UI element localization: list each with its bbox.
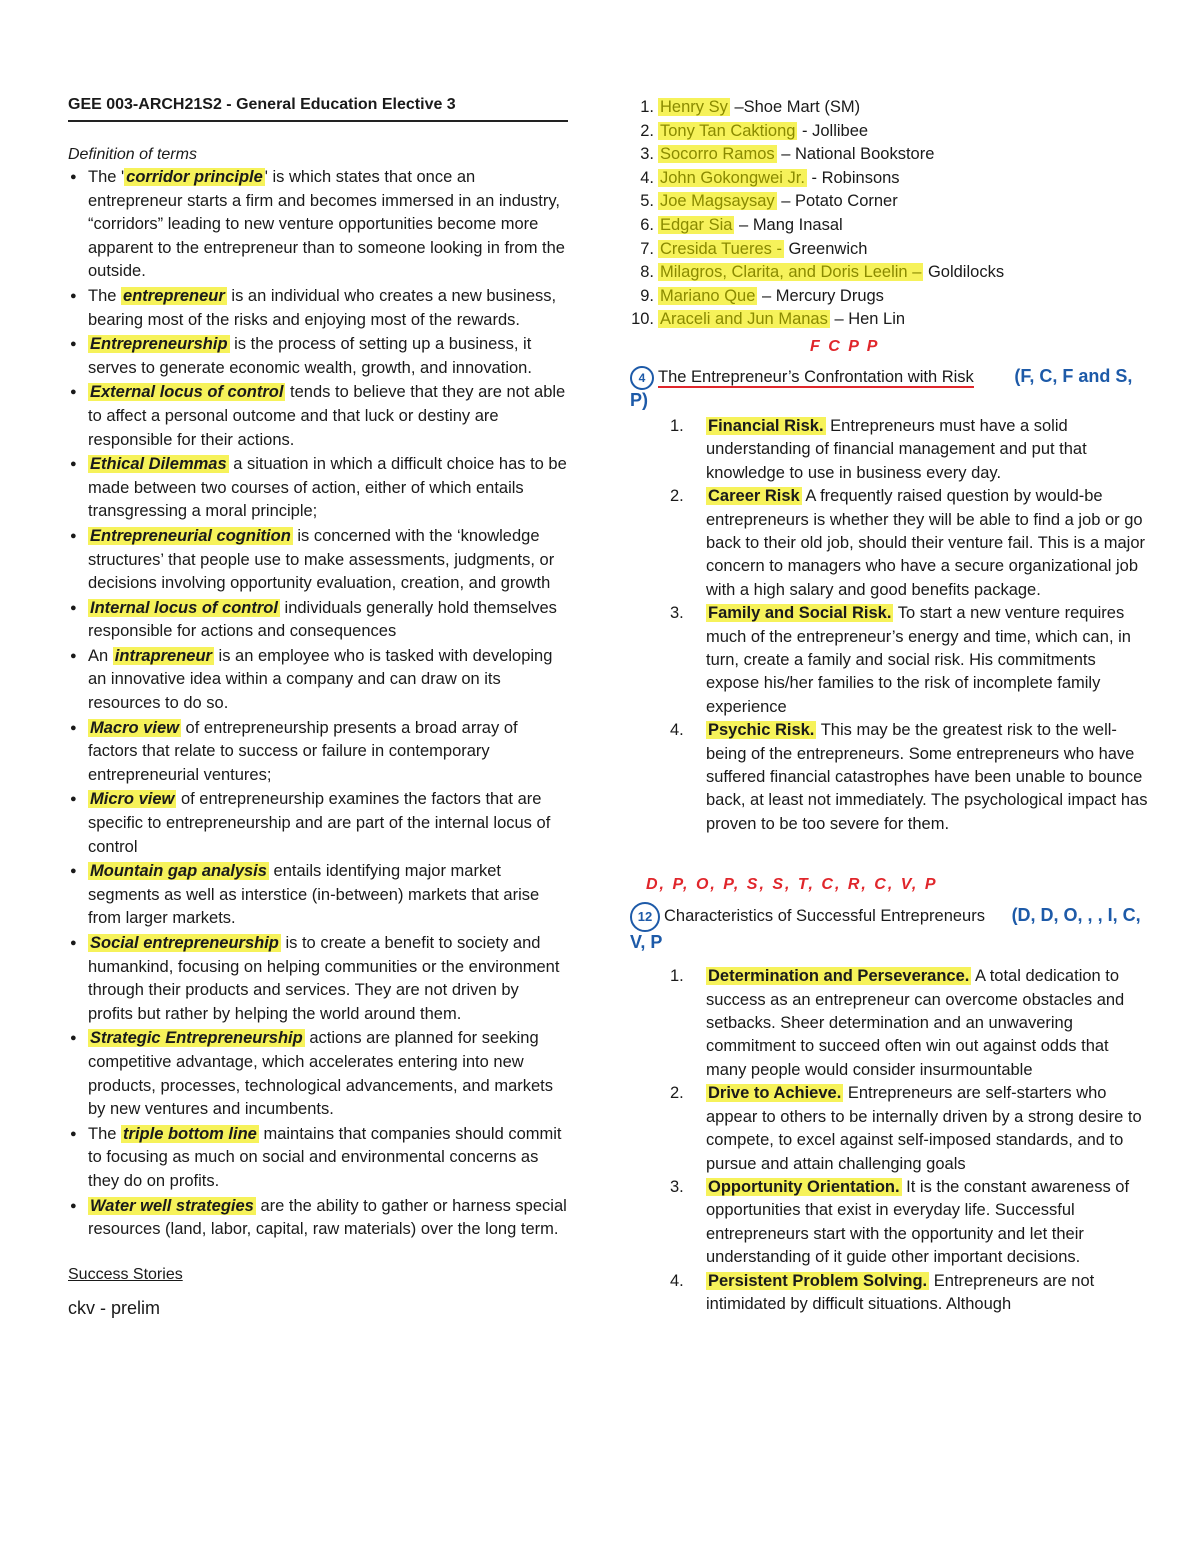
story-company: Greenwich [783, 239, 868, 258]
definition-text: tends to believe that they are not able to affect a personal outcome and that luck or destiny are responsible for their actions. [88, 383, 566, 449]
characteristics-annotation-row [630, 876, 1150, 902]
story-company: - Jollibee [797, 121, 869, 140]
story-founder: Henry Sy [660, 98, 728, 116]
definition-term: Social entrepreneurship [90, 934, 279, 952]
story-founder: Araceli and Jun Manas [660, 310, 828, 329]
success-story-item [630, 190, 1150, 214]
success-story-item [630, 285, 1150, 309]
characteristics-badge: 12 [630, 902, 660, 932]
success-story-item [630, 143, 1150, 167]
story-number: 10. [631, 310, 654, 329]
characteristics-heading-row [630, 902, 1150, 953]
risk-red-annotation: F C P P [810, 337, 880, 355]
characteristics-item-term: Opportunity Orientation. [708, 1177, 900, 1196]
definitions-list [68, 166, 568, 1242]
definition-text: actions are planned for seeking competitive advantage, which accelerates entering into new products, processes, technological advancements, and markets by new ventures and incumbents. [88, 1029, 553, 1119]
characteristics-item-text: Entrepreneurs are self-starters who appear to others to be internally driven by a strong desire to compete, to excel against self-imposed standards, and to pursue and attain challenging goals [706, 1084, 1142, 1173]
story-number: 7. [640, 239, 654, 258]
story-company: – Potato Corner [776, 192, 898, 211]
story-founder: Milagros, Clarita, and Doris Leelin – [660, 263, 922, 282]
definition-pre: The ' [88, 168, 125, 186]
definition-pre: An [88, 646, 113, 665]
characteristics-item-term: Drive to Achieve. [708, 1084, 842, 1103]
story-company: – Mang Inasal [734, 215, 843, 234]
story-number: 5. [640, 192, 654, 211]
definition-item [68, 285, 568, 332]
definition-term: Strategic Entrepreneurship [90, 1029, 303, 1048]
success-stories-list [630, 96, 1150, 332]
success-story-item [630, 238, 1150, 262]
definition-text: of entrepreneurship examines the factors that are specific to entrepreneurship and are part of the internal locus of control [88, 790, 551, 856]
definition-term: entrepreneur [123, 286, 225, 305]
definition-text: are the ability to gather or harness special resources (land, labor, capital, raw materials) over the long term. [88, 1196, 567, 1239]
definition-text: a situation in which a difficult choice has to be made between two courses of action, either of which entails transgressing a moral principle; [88, 455, 567, 521]
risk-item [670, 485, 1150, 602]
risk-badge: 4 [630, 366, 654, 390]
story-founder: Cresida Tueres - [660, 239, 782, 258]
story-number: 8. [640, 263, 654, 282]
characteristics-item [670, 1176, 1150, 1270]
characteristics-list [670, 965, 1150, 1316]
risk-heading-row [630, 366, 1150, 411]
definition-term: Mountain gap analysis [90, 862, 267, 881]
story-company: –Shoe Mart (SM) [729, 98, 861, 116]
characteristics-heading: Characteristics of Successful Entrepreneurs [664, 907, 985, 926]
risk-item-text: Entrepreneurs must have a solid understanding of financial management and put that knowledge to use in business every day. [706, 416, 1087, 482]
success-stories-title: Success Stories [68, 1265, 183, 1283]
definition-term: Entrepreneurship [90, 335, 228, 354]
characteristics-blue-annotation: (D, D, O, , , I, C, V, P [630, 905, 1141, 953]
definition-pre: The [88, 286, 122, 305]
characteristics-item-text: Entrepreneurs are not intimidated by difficult situations. Although [706, 1271, 1095, 1313]
characteristics-item-number: 3. [670, 1177, 684, 1196]
story-founder: John Gokongwei Jr. [660, 168, 805, 187]
characteristics-item [670, 1082, 1150, 1176]
risk-item [670, 415, 1150, 485]
characteristics-red-annotation: D, P, O, P, S, S, T, C, R, C, V, P [646, 876, 938, 894]
risk-item-term: Family and Social Risk. [708, 604, 892, 623]
definition-item [68, 860, 568, 931]
story-founder: Joe Magsaysay [660, 192, 775, 211]
definition-text: is the process of setting up a business, it serves to generate economic wealth, growth, and innovation. [88, 335, 532, 377]
definition-text: is concerned with the ‘knowledge structures’ that people use to make assessments, judgments, or decisions involving opportunity evaluation, creation, and growth [88, 526, 555, 593]
definition-item [68, 717, 568, 788]
story-number: 2. [640, 121, 654, 140]
definition-item [68, 381, 568, 452]
definition-text: ' is which states that once an entrepreneur starts a firm and becomes immersed in an industry, “corridors” leading to new venture opportunities become more apparent to the entrepreneur than to someone looking in from the outside. [88, 168, 565, 281]
success-story-item [630, 261, 1150, 285]
definition-item [68, 333, 568, 380]
characteristics-item [670, 1270, 1150, 1317]
story-number: 1. [640, 98, 654, 116]
risk-item-term: Financial Risk. [708, 416, 824, 435]
definition-text: of entrepreneurship presents a broad array of factors that relate to success or failure in contemporary entrepreneurial ventures; [88, 718, 518, 784]
risk-item-text: A frequently raised question by would-be entrepreneurs is whether they will be able to find a job or go back to their old job, should their venture fail. This is a major concern to managers who have a secure organizational job with a high salary and good benefits package. [706, 487, 1145, 599]
success-story-item [630, 96, 1150, 120]
story-number: 6. [640, 215, 654, 234]
story-company: Goldilocks [923, 263, 1005, 282]
risk-item-text: To start a new venture requires much of the entrepreneur’s energy and time, which can, in turn, create a family and social risk. His commitments expose his/her families to the risk of incomplete family experience [706, 604, 1131, 716]
footer-note: ckv - prelim [68, 1297, 161, 1318]
definition-item [68, 166, 568, 284]
characteristics-item-number: 2. [670, 1084, 684, 1103]
risk-item-number: 1. [670, 416, 684, 435]
characteristics-item-term: Determination and Perseverance. [708, 967, 970, 986]
story-company: – Hen Lin [829, 310, 906, 329]
success-story-item [630, 167, 1150, 191]
definition-text: is an individual who creates a new business, bearing most of the risks and enjoying most of the rewards. [88, 286, 557, 329]
course-header: GEE 003-ARCH21S2 - General Education Elective 3 [68, 96, 568, 122]
definition-text: maintains that companies should commit to focusing as much on social and environmental concerns as they do on profits. [88, 1124, 562, 1190]
risk-heading: The Entrepreneur’s Confrontation with Risk [658, 367, 974, 386]
definition-term: Micro view [90, 790, 175, 809]
definition-item [68, 1027, 568, 1121]
characteristics-item-number: 4. [670, 1271, 684, 1290]
definition-item [68, 645, 568, 716]
definition-item [68, 525, 568, 596]
risk-item-number: 2. [670, 487, 684, 506]
characteristics-item-text: A total dedication to success as an entrepreneur can overcome obstacles and setbacks. Sheer determination and an unwavering commitment to succeed often win out against odds that many people would consider insurmountable [706, 967, 1125, 1079]
definition-pre: The [88, 1124, 122, 1143]
story-founder: Socorro Ramos [660, 145, 775, 164]
success-story-item [630, 308, 1150, 332]
definition-item [68, 1123, 568, 1194]
success-story-item [630, 120, 1150, 144]
left-column [68, 96, 568, 1319]
definition-term: corridor principle [126, 168, 263, 186]
risk-item-text: This may be the greatest risk to the well-being of the entrepreneurs. Some entrepreneurs who have suffered financial catastrophes have been unable to bounce back, at least not immediately. The psychological impact has proven to be too severe for them. [706, 721, 1148, 833]
definition-item [68, 1195, 568, 1242]
definition-term: Macro view [90, 718, 179, 737]
success-story-item [630, 214, 1150, 238]
risk-item-term: Career Risk [708, 487, 800, 506]
risk-blue-annotation: (F, C, F and S, P) [630, 365, 1133, 410]
story-company: – Mercury Drugs [757, 286, 884, 305]
definition-term: Water well strategies [90, 1196, 254, 1215]
right-column [630, 96, 1150, 1316]
definition-term: triple bottom line [123, 1124, 257, 1143]
risk-item-number: 3. [670, 604, 684, 623]
story-number: 9. [640, 286, 654, 305]
characteristics-item [670, 965, 1150, 1082]
story-founder: Tony Tan Caktiong [660, 121, 796, 140]
definition-text: individuals generally hold themselves responsible for actions and consequences [88, 598, 557, 641]
characteristics-item-number: 1. [670, 967, 684, 986]
definition-text: is to create a benefit to society and humankind, focusing on helping communities or the environment through their products and services. They are not driven by profits but rather by helping the world around them. [88, 934, 560, 1023]
definition-item [68, 597, 568, 644]
story-company: - Robinsons [806, 168, 900, 187]
definition-item [68, 788, 568, 859]
definition-item [68, 932, 568, 1026]
risk-item [670, 719, 1150, 836]
risk-item-number: 4. [670, 721, 684, 740]
risk-list [670, 415, 1150, 836]
definition-term: External locus of control [90, 383, 284, 402]
characteristics-item-text: It is the constant awareness of opportunities that exist in everyday life. Successful entrepreneurs start with the opportunity and let their understanding of it guide other important decisions. [706, 1177, 1130, 1267]
risk-annotation-row [630, 337, 1150, 366]
definition-term: Ethical Dilemmas [90, 455, 227, 474]
story-founder: Mariano Que [660, 286, 756, 305]
definition-term: Internal locus of control [90, 598, 278, 617]
story-number: 3. [640, 145, 654, 164]
definition-text: entails identifying major market segments as well as interstice (in-between) markets that arise from larger markets. [88, 862, 540, 928]
story-founder: Edgar Sia [660, 215, 733, 234]
definition-term: intrapreneur [114, 646, 212, 665]
definition-text: is an employee who is tasked with developing an innovative idea within a company and can draw on its resources to do so. [88, 646, 553, 713]
story-number: 4. [640, 168, 654, 187]
definitions-title: Definition of terms [68, 146, 197, 163]
risk-item [670, 602, 1150, 719]
risk-item-term: Psychic Risk. [708, 721, 815, 740]
characteristics-item-term: Persistent Problem Solving. [708, 1271, 928, 1290]
definition-term: Entrepreneurial cognition [90, 526, 291, 545]
definition-item [68, 453, 568, 524]
story-company: – National Bookstore [776, 145, 935, 164]
